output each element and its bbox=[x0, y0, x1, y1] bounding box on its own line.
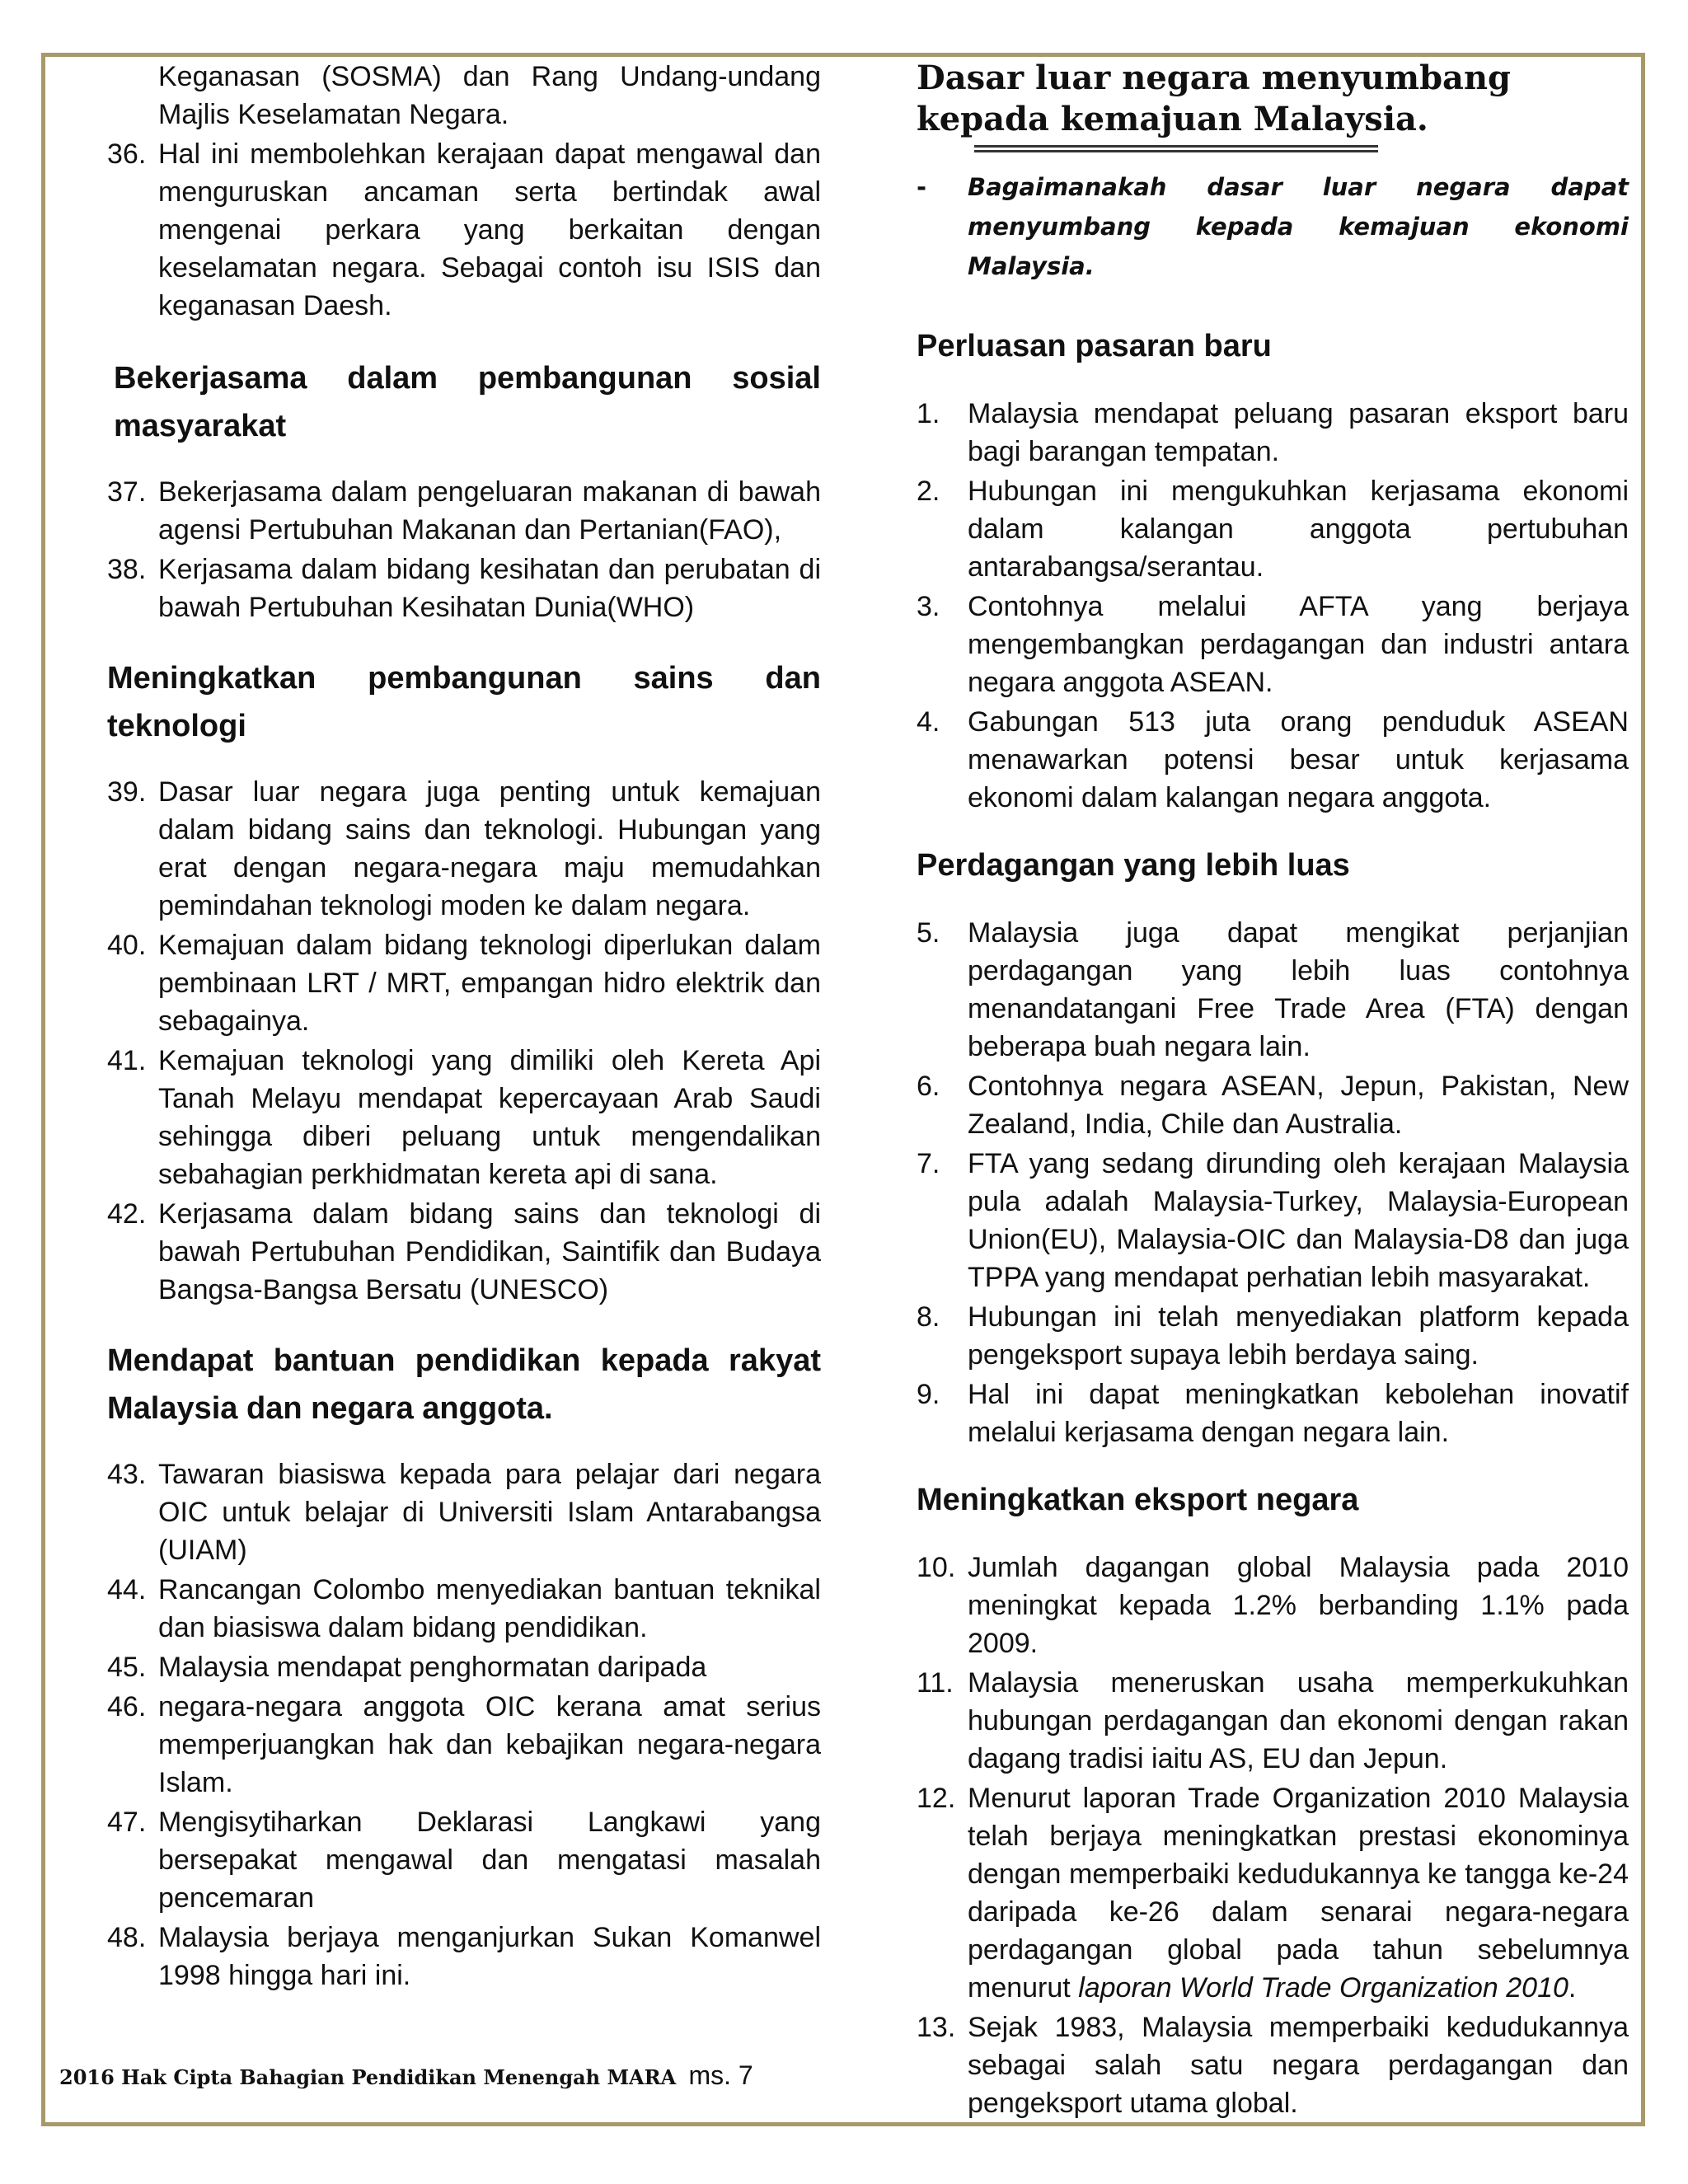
item-text: Malaysia juga dapat mengikat perjanjian perdagangan yang lebih luas contohnya menandatangani Free Trade Area (FTA) dengan beberapa buah negara lain. bbox=[968, 917, 1629, 1062]
item-text: Dasar luar negara juga penting untuk kemajuan dalam bidang sains dan teknologi. Hubungan yang erat dengan negara-negara maju memudahkan pemindahan teknologi moden ke dalam negara. bbox=[158, 776, 821, 921]
item-text: Tawaran biasiswa kepada para pelajar dari negara OIC untuk belajar di Universiti Islam Antarabangsa (UIAM) bbox=[158, 1459, 821, 1566]
list-item bbox=[107, 1648, 821, 1686]
list-item bbox=[917, 703, 1629, 817]
item-number: 40. bbox=[107, 930, 147, 961]
item-number: 12. bbox=[917, 1783, 956, 1814]
item-number: 41. bbox=[107, 1045, 147, 1076]
item-number: 46. bbox=[107, 1691, 147, 1722]
left-column bbox=[107, 58, 821, 1996]
list-item bbox=[917, 1067, 1629, 1143]
list-item bbox=[107, 551, 821, 626]
item-number: 6. bbox=[917, 1071, 940, 1102]
list-item bbox=[917, 472, 1629, 586]
list-item bbox=[917, 1549, 1629, 1662]
list-item bbox=[917, 1664, 1629, 1778]
item-number: 42. bbox=[107, 1198, 147, 1230]
list-item bbox=[107, 58, 821, 134]
item-number: 39. bbox=[107, 776, 147, 808]
item-number: 44. bbox=[107, 1574, 147, 1605]
page-title: Dasar luar negara menyumbang kepada kemajuan Malaysia. bbox=[917, 59, 1512, 138]
item-text-tail: . bbox=[1568, 1972, 1577, 2004]
copyright-text: 2016 Hak Cipta Bahagian Pendidikan Menengah MARA bbox=[59, 2065, 677, 2089]
question-text: Bagaimanakah dasar luar negara dapat menyumbang kepada kemajuan ekonomi Malaysia. bbox=[968, 173, 1629, 280]
item-number: 2. bbox=[917, 476, 940, 507]
item-number: 36. bbox=[107, 138, 147, 170]
item-text: Hal ini dapat meningkatkan kebolehan inovatif melalui kerjasama dengan negara lain. bbox=[968, 1379, 1629, 1448]
list-item bbox=[917, 2008, 1629, 2122]
item-text: Kerjasama dalam bidang kesihatan dan perubatan di bawah Pertubuhan Kesihatan Dunia(WHO) bbox=[158, 554, 821, 623]
list-item bbox=[107, 773, 821, 925]
item-text: Sejak 1983, Malaysia memperbaiki kedudukannya sebagai salah satu negara perdagangan dan pengeksport utama global. bbox=[968, 2012, 1629, 2119]
list-item bbox=[107, 1919, 821, 1994]
item-number: 11. bbox=[917, 1667, 954, 1699]
section-heading: Bekerjasama dalam pembangunan sosial masyarakat bbox=[114, 361, 821, 443]
item-italic-text: laporan World Trade Organization 2010 bbox=[1078, 1972, 1568, 2004]
item-text: FTA yang sedang dirunding oleh kerajaan Malaysia pula adalah Malaysia-Turkey, Malaysia-European Union(EU), Malaysia-OIC dan Malaysia-D8 dan juga TPPA yang mendapat perhatian lebih masyarakat. bbox=[968, 1148, 1629, 1293]
section-list bbox=[107, 1455, 821, 1994]
guiding-question bbox=[917, 167, 1629, 286]
item-text: Malaysia mendapat peluang pasaran eksport baru bagi barangan tempatan. bbox=[968, 398, 1629, 467]
list-item bbox=[917, 588, 1629, 701]
item-number: 4. bbox=[917, 706, 940, 738]
item-text: Rancangan Colombo menyediakan bantuan teknikal dan biasiswa dalam bidang pendidikan. bbox=[158, 1574, 821, 1643]
item-text: Contohnya negara ASEAN, Jepun, Pakistan, New Zealand, India, Chile dan Australia. bbox=[968, 1071, 1629, 1140]
item-text: negara-negara anggota OIC kerana amat serius memperjuangkan hak dan kebajikan negara-negara Islam. bbox=[158, 1691, 821, 1798]
item-text: Hal ini membolehkan kerajaan dapat mengawal dan menguruskan ancaman serta bertindak awal mengenai perkara yang berkaitan dengan keselamatan negara. Sebagai contoh isu ISIS dan keganasan Daesh. bbox=[158, 138, 821, 321]
list-item bbox=[917, 1145, 1629, 1296]
item-text: Malaysia mendapat penghormatan daripada bbox=[158, 1652, 707, 1683]
item-number: 43. bbox=[107, 1459, 147, 1490]
item-number: 48. bbox=[107, 1922, 147, 1953]
item-number: 13. bbox=[917, 2012, 956, 2043]
list-item bbox=[107, 1803, 821, 1917]
list-item bbox=[107, 135, 821, 325]
section-list bbox=[107, 773, 821, 1309]
section-list bbox=[107, 473, 821, 626]
list-item bbox=[107, 926, 821, 1040]
dash-marker: - bbox=[917, 173, 927, 201]
section-list bbox=[917, 914, 1629, 1451]
item-text: Menurut laporan Trade Organization 2010 Malaysia telah berjaya meningkatkan prestasi ekonominya dengan memperbaiki kedudukannya ke tangga ke-24 daripada ke-26 dalam senarai negara-negara perdagangan global pada tahun sebelumnya menurut bbox=[968, 1783, 1629, 2004]
list-item bbox=[107, 1042, 821, 1193]
item-number: 45. bbox=[107, 1652, 147, 1683]
section-heading: Mendapat bantuan pendidikan kepada rakyat Malaysia dan negara anggota. bbox=[107, 1343, 821, 1426]
section-heading: Meningkatkan pembangunan sains dan teknologi bbox=[107, 661, 821, 743]
item-text: Malaysia meneruskan usaha memperkukuhkan hubungan perdagangan dan ekonomi dengan rakan dagang tradisi iaitu AS, EU dan Jepun. bbox=[968, 1667, 1629, 1774]
item-number: 38. bbox=[107, 554, 147, 585]
section-heading: Meningkatkan eksport negara bbox=[917, 1483, 1359, 1517]
item-number: 8. bbox=[917, 1301, 940, 1333]
item-text: Hubungan ini mengukuhkan kerjasama ekonomi dalam kalangan anggota pertubuhan antarabangsa/serantau. bbox=[968, 476, 1629, 583]
item-number: 37. bbox=[107, 476, 147, 508]
item-text: Hubungan ini telah menyediakan platform kepada pengeksport supaya lebih berdaya saing. bbox=[968, 1301, 1629, 1371]
item-text: Gabungan 513 juta orang penduduk ASEAN menawarkan potensi besar untuk kerjasama ekonomi dalam kalangan negara anggota. bbox=[968, 706, 1629, 813]
list-item bbox=[917, 914, 1629, 1066]
item-number: 47. bbox=[107, 1807, 147, 1838]
list-item bbox=[917, 1779, 1629, 2007]
item-number: 1. bbox=[917, 398, 940, 429]
section-heading: Perdagangan yang lebih luas bbox=[917, 848, 1350, 883]
item-text: Kemajuan dalam bidang teknologi diperlukan dalam pembinaan LRT / MRT, empangan hidro elektrik dan sebagainya. bbox=[158, 930, 821, 1037]
item-text: Keganasan (SOSMA) dan Rang Undang-undang Majlis Keselamatan Negara. bbox=[158, 61, 821, 130]
list-item bbox=[107, 1195, 821, 1309]
intro-list bbox=[107, 58, 821, 325]
item-text: Kemajuan teknologi yang dimiliki oleh Kereta Api Tanah Melayu mendapat kepercayaan Arab Saudi sehingga diberi peluang untuk mengendalikan sebahagian perkhidmatan kereta api di sana. bbox=[158, 1045, 821, 1190]
item-text: Bekerjasama dalam pengeluaran makanan di bawah agensi Pertubuhan Makanan dan Pertanian(FAO), bbox=[158, 476, 821, 546]
list-item bbox=[107, 473, 821, 549]
double-rule-divider bbox=[974, 145, 1378, 152]
item-number: 5. bbox=[917, 917, 940, 949]
item-number: 7. bbox=[917, 1148, 940, 1179]
list-item bbox=[917, 1298, 1629, 1374]
page-footer bbox=[59, 2060, 753, 2091]
item-text: Malaysia berjaya menganjurkan Sukan Komanwel 1998 hingga hari ini. bbox=[158, 1922, 821, 1991]
item-text: Contohnya melalui AFTA yang berjaya mengembangkan perdagangan dan industri antara negara anggota ASEAN. bbox=[968, 591, 1629, 698]
right-column bbox=[917, 58, 1629, 2124]
section-list bbox=[917, 395, 1629, 817]
item-text: Mengisytiharkan Deklarasi Langkawi yang bersepakat mengawal dan mengatasi masalah pencemaran bbox=[158, 1807, 821, 1914]
list-item bbox=[107, 1571, 821, 1647]
item-number: 9. bbox=[917, 1379, 940, 1410]
item-text: Jumlah dagangan global Malaysia pada 2010 meningkat kepada 1.2% berbanding 1.1% pada 2009. bbox=[968, 1552, 1629, 1659]
item-text: Kerjasama dalam bidang sains dan teknologi di bawah Pertubuhan Pendidikan, Saintifik dan Budaya Bangsa-Bangsa Bersatu (UNESCO) bbox=[158, 1198, 821, 1305]
page-number: ms. 7 bbox=[688, 2060, 753, 2090]
item-number: 3. bbox=[917, 591, 940, 622]
list-item bbox=[107, 1455, 821, 1569]
list-item bbox=[917, 1376, 1629, 1451]
list-item bbox=[107, 1688, 821, 1802]
list-item bbox=[917, 395, 1629, 471]
section-heading: Perluasan pasaran baru bbox=[917, 329, 1272, 363]
item-number: 10. bbox=[917, 1552, 956, 1583]
section-list bbox=[917, 1549, 1629, 2122]
